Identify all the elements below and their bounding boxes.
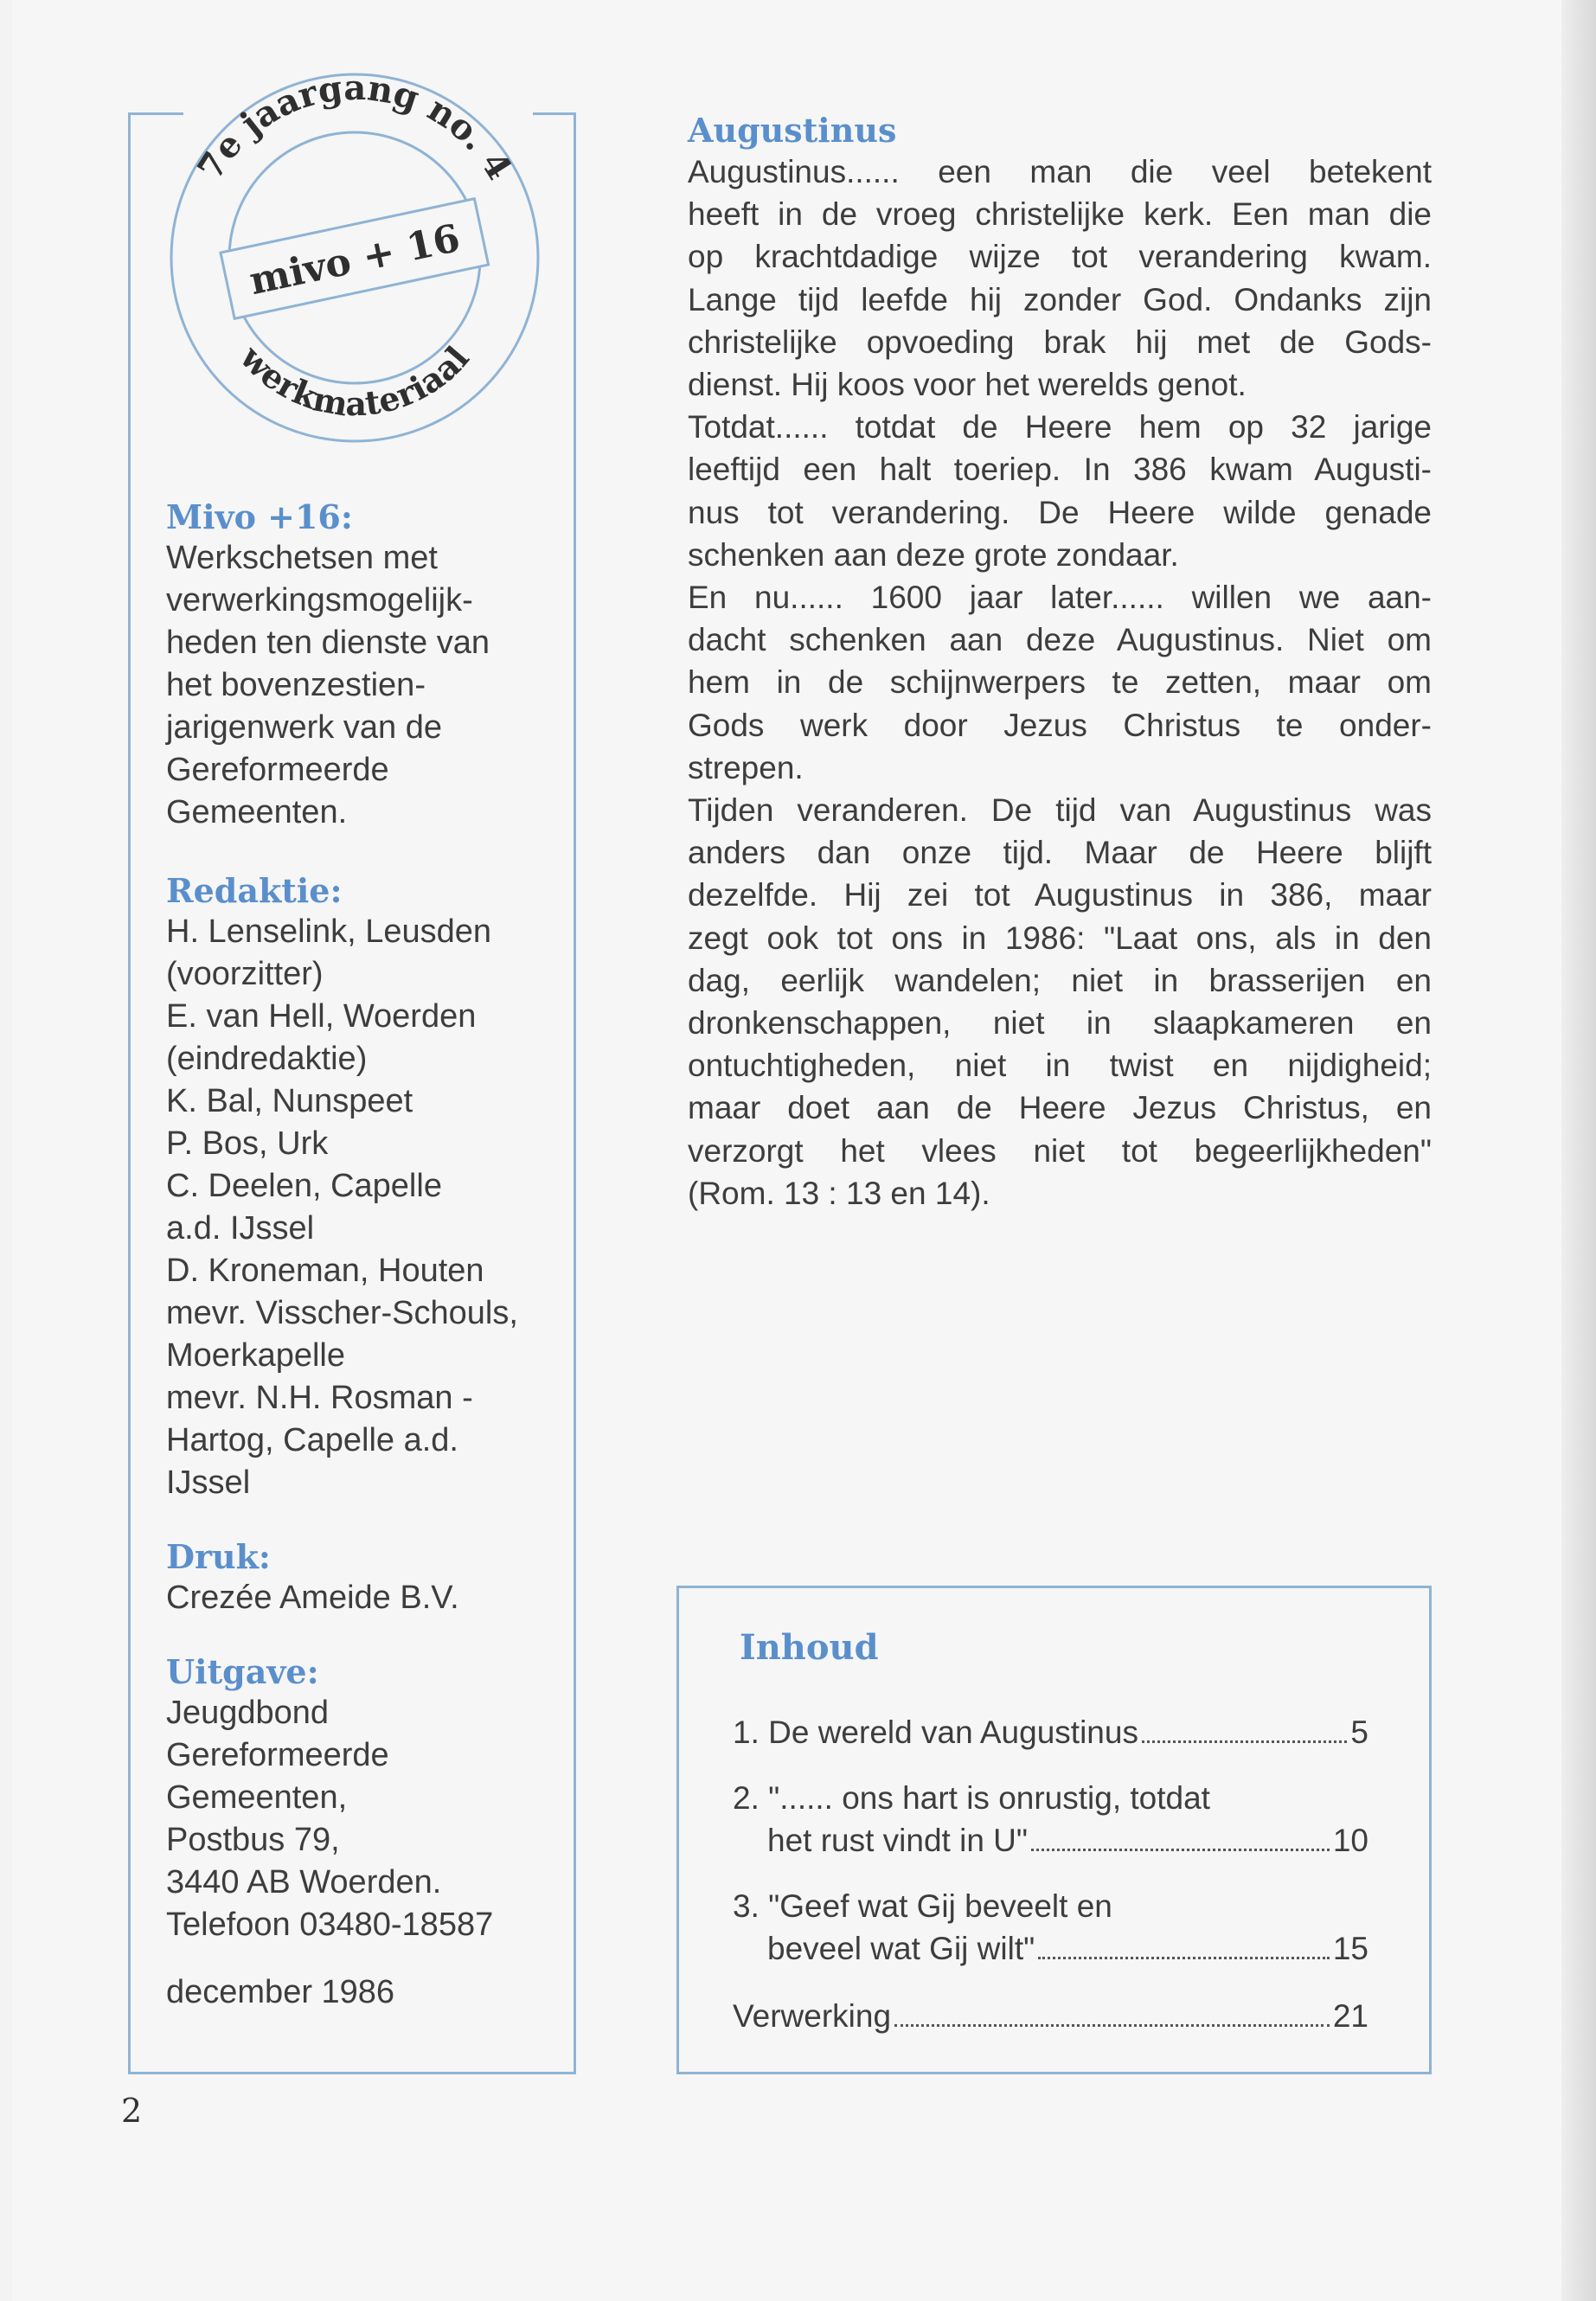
text-line: op krachtdadige wijze tot verandering kwam.: [688, 239, 1432, 275]
toc-leader-dots: [1031, 1849, 1330, 1851]
text-line: dienst. Hij koos voor het werelds genot.: [688, 367, 1247, 403]
toc-entry-title-continued: het rust vindt in U": [767, 1823, 1029, 1858]
text-line: Gereformeerde: [166, 1737, 389, 1773]
text-line: K. Bal, Nunspeet: [166, 1083, 413, 1119]
text-line: schenken aan deze grote zondaar.: [688, 536, 1179, 573]
text-line: (voorzitter): [166, 956, 324, 992]
text-line: heeft in de vroeg christelijke kerk. Een man die: [688, 196, 1432, 233]
stamp-arc-top: 7e jaargang no. 4: [189, 67, 520, 187]
toc-page-number: 21: [1332, 1998, 1368, 2034]
toc-leader-dots: [1038, 1957, 1330, 1959]
text-line: Telefoon 03480-18587: [166, 1907, 494, 1943]
text-line: D. Kroneman, Houten: [166, 1253, 484, 1289]
toc-entry-title: 1. De wereld van Augustinus: [733, 1715, 1138, 1750]
text-line: E. van Hell, Woerden: [166, 998, 477, 1035]
text-line: H. Lenselink, Leusden: [166, 913, 492, 950]
druk-heading: Druk:: [166, 1537, 271, 1576]
text-line: Crezée Ameide B.V.: [166, 1580, 459, 1616]
text-line: dag, eerlijk wandelen; niet in brasserijen en: [688, 962, 1432, 998]
text-line: a.d. IJssel: [166, 1210, 315, 1247]
text-line: Gemeenten.: [166, 794, 348, 830]
article-title: Augustinus: [688, 111, 897, 150]
mivo-body: [166, 537, 564, 834]
text-line: Gods werk door Jezus Christus te onder-: [688, 707, 1432, 743]
text-line: dezelfde. Hij zei tot Augustinus in 386, maar: [688, 877, 1432, 913]
text-line: maar doet aan de Heere Jezus Christus, en: [688, 1090, 1432, 1126]
text-line: zegt ook tot ons in 1986: "Laat ons, als in den: [688, 920, 1432, 956]
toc-entry-3[interactable]: [733, 1885, 1368, 1970]
mivo-heading: Mivo +16:: [166, 497, 353, 536]
stamp-arc-bottom: werkmateriaal: [233, 337, 477, 424]
uitgave-heading: Uitgave:: [166, 1652, 319, 1691]
text-line: jarigenwerk van de: [166, 709, 442, 746]
text-line: verzorgt het vlees niet tot begeerlijkheden": [688, 1132, 1432, 1169]
text-line: IJssel: [166, 1465, 251, 1501]
page-number: 2: [121, 2092, 143, 2130]
text-line: Lange tijd leefde hij zonder God. Ondanks zijn: [688, 281, 1432, 317]
uitgave-body: [166, 1692, 564, 1946]
text-line: Hartog, Capelle a.d.: [166, 1422, 458, 1458]
text-line: Gemeenten,: [166, 1779, 348, 1816]
druk-section: [166, 1537, 564, 1619]
text-line: mevr. Visscher-Schouls,: [166, 1295, 518, 1331]
druk-body: [166, 1577, 564, 1619]
toc-entry-title: 3. "Geef wat Gij beveelt en: [733, 1888, 1112, 1924]
text-line: Totdat...... totdat de Heere hem op 32 jarige: [688, 409, 1432, 445]
text-line: leeftijd een halt toeriep. In 386 kwam Augusti-: [688, 452, 1432, 488]
toc-entry-2[interactable]: [733, 1777, 1368, 1862]
contents-box: [676, 1586, 1432, 2074]
issue-date: december 1986: [166, 1974, 395, 2010]
text-line: hem in de schijnwerpers te zetten, maar om: [688, 664, 1432, 701]
text-line: heden ten dienste van: [166, 625, 490, 661]
text-line: mevr. N.H. Rosman -: [166, 1380, 473, 1416]
toc-entry-1[interactable]: [733, 1711, 1368, 1753]
text-line: christelijke opvoeding brak hij met de Gods-: [688, 324, 1432, 360]
toc-entry-title-continued: beveel wat Gij wilt": [767, 1931, 1035, 1966]
text-line: strepen.: [688, 749, 804, 785]
text-line: P. Bos, Urk: [166, 1125, 329, 1162]
issue-stamp-logo: [147, 52, 562, 458]
text-line: Werkschetsen met: [166, 540, 438, 576]
text-line: Jeugdbond: [166, 1695, 330, 1731]
toc-page-number: 10: [1332, 1823, 1368, 1858]
toc-leader-dots: [894, 2024, 1330, 2027]
text-line: dronkenschappen, niet in slaapkameren en: [688, 1005, 1432, 1042]
text-line: Postbus 79,: [166, 1822, 340, 1858]
article: [688, 111, 1432, 1215]
text-line: verwerkingsmogelijk-: [166, 582, 473, 619]
redaktie-body: [166, 911, 564, 1504]
uitgave-section: [166, 1652, 564, 1946]
text-line: nus tot verandering. De Heere wilde genade: [688, 494, 1432, 530]
article-body: [688, 151, 1432, 1215]
text-line: ontuchtigheden, niet in twist en nijdigheid;: [688, 1048, 1432, 1084]
text-line: dacht schenken aan deze Augustinus. Niet om: [688, 622, 1432, 658]
text-line: 3440 AB Woerden.: [166, 1864, 442, 1900]
toc-page-number: 15: [1332, 1931, 1368, 1966]
toc-entry-4[interactable]: [733, 1995, 1368, 2037]
text-line: Tijden veranderen. De tijd van Augustinus was: [688, 792, 1432, 829]
text-line: (Rom. 13 : 13 en 14).: [688, 1175, 990, 1211]
toc-page-number: 5: [1350, 1715, 1368, 1750]
toc-leader-dots: [1142, 1740, 1347, 1743]
redaktie-section: [166, 871, 564, 1504]
text-line: Moerkapelle: [166, 1337, 345, 1374]
contents-title: Inhoud: [740, 1627, 879, 1668]
binding-shadow: [1561, 0, 1596, 2301]
toc-entry-title: Verwerking: [733, 1998, 892, 2034]
text-line: En nu...... 1600 jaar later...... willen we aan-: [688, 580, 1432, 616]
redaktie-heading: Redaktie:: [166, 871, 343, 910]
text-line: C. Deelen, Capelle: [166, 1168, 442, 1204]
mivo-section: [166, 497, 564, 834]
text-line: het bovenzestien-: [166, 667, 426, 703]
text-line: anders dan onze tijd. Maar de Heere blijft: [688, 835, 1432, 871]
toc-entry-title: 2. "...... ons hart is onrustig, totdat: [733, 1780, 1210, 1816]
text-line: (eindredaktie): [166, 1041, 368, 1077]
text-line: Gereformeerde: [166, 752, 389, 788]
text-line: Augustinus...... een man die veel betekent: [688, 154, 1432, 189]
stamp-center-text: mivo + 16: [246, 215, 465, 304]
